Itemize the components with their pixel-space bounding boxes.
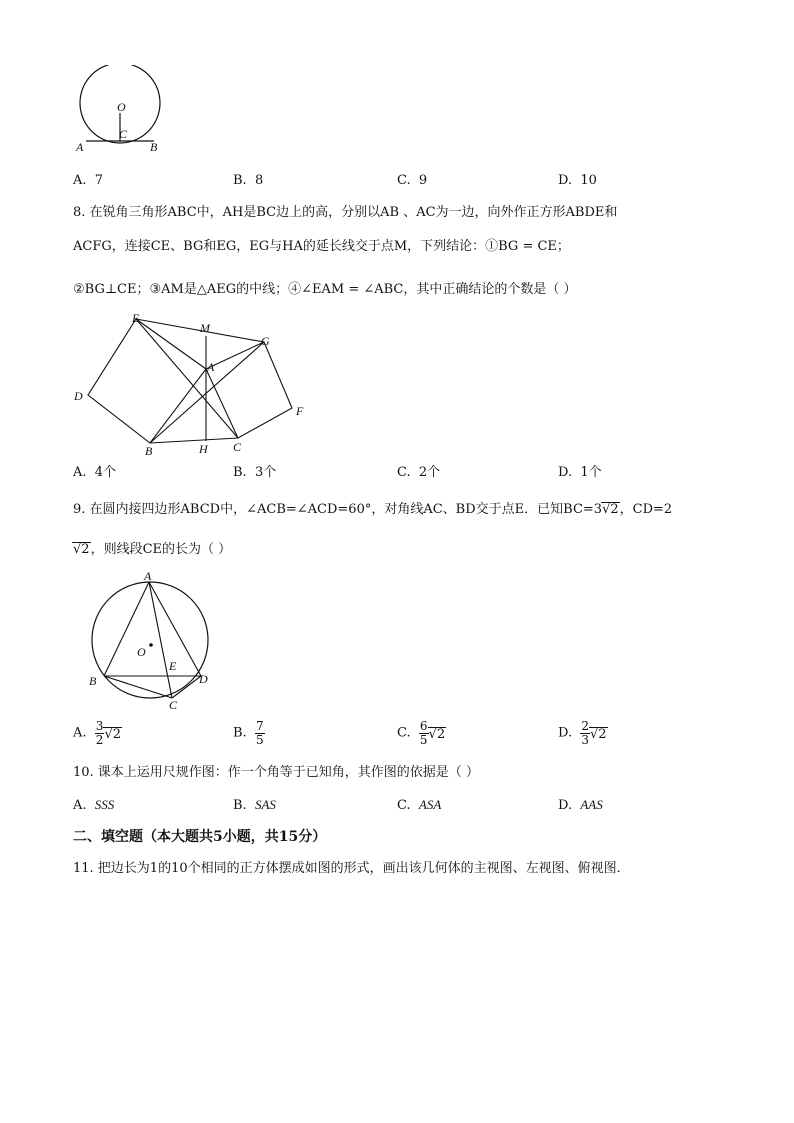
q8-option-b: B. 3个 (233, 465, 277, 480)
label-a: A (76, 140, 84, 154)
fraction: $\frac{7}{5}$ (255, 719, 264, 747)
label-o: O (117, 100, 126, 114)
label-c: C (119, 127, 128, 141)
sqrt-2: √2 (428, 726, 446, 742)
label-d: D (74, 389, 83, 403)
q8-squares-figure (70, 310, 320, 460)
label-b: B (145, 444, 153, 458)
sqrt-2: √2 (590, 726, 607, 742)
label-b: B (89, 674, 97, 688)
label-h: H (199, 442, 208, 456)
label-m: M (200, 321, 210, 335)
circumcircle (92, 582, 208, 698)
q10-text: 10. 课本上运用尺规作图：作一个角等于已知角，其作图的依据是（ ） (73, 765, 479, 780)
q10-option-b: B. SAS (233, 797, 276, 813)
label-b: B (150, 140, 158, 154)
label-e: E (132, 311, 140, 325)
q11-text: 11. 把边长为1的10个相同的正方体摆成如图的形式，画出该几何体的主视图、左视图、俯视图． (73, 861, 630, 876)
center-point (149, 643, 153, 647)
segment-bc (104, 676, 172, 698)
label-a: A (207, 360, 215, 374)
segment-bg (150, 342, 264, 443)
q8-line-2: ACFG，连接CE、BG和EG，EG与HA的延长线交于点M，下列结论：①BG = CE； (73, 239, 570, 254)
q10-option-d: D. AAS (558, 797, 603, 813)
q7-option-c: C. 9 (397, 173, 428, 188)
sqrt-2: √2 (602, 502, 619, 517)
label-g: G (261, 334, 270, 348)
segment-ac (149, 582, 172, 698)
fraction: $\frac{2}{3}$ (581, 719, 589, 747)
label-o: O (137, 645, 146, 659)
fraction: $\frac{3}{2}$ (95, 719, 104, 747)
q7-circle-figure (70, 65, 170, 160)
q9-option-a: A. $\frac{3}{2}$ √2 (73, 719, 122, 747)
q8-option-a: A. 4个 (73, 465, 117, 480)
q7-option-d: D. 10 (558, 173, 597, 188)
q8-option-d: D. 1个 (558, 465, 602, 480)
square-acfg (206, 342, 292, 438)
q9-circle-figure (80, 570, 220, 715)
label-d: D (199, 672, 208, 686)
q8-option-c: C. 2个 (397, 465, 441, 480)
q10-option-a: A. SSS (73, 797, 115, 813)
segment-ab (104, 582, 149, 676)
q9-line-1: 9. 在圆内接四边形ABCD中，∠ACB=∠ACD=60°，对角线AC、BD交于点E．已知BC=3√2，CD=2 (73, 502, 673, 517)
label-c: C (169, 698, 178, 712)
label-c: C (233, 440, 242, 454)
q9-option-d: D. $\frac{2}{3}$ √2 (558, 719, 607, 747)
label-f: F (296, 404, 304, 418)
q8-line-1: 8. 在锐角三角形ABC中，AH是BC边上的高，分别以AB 、AC为一边，向外作正方形ABDE和 (73, 205, 618, 220)
label-a: A (144, 570, 152, 583)
q9-line-2: √2，则线段CE的长为（ ） (73, 542, 232, 557)
label-e: E (169, 659, 177, 673)
q10-option-c: C. ASA (397, 797, 442, 813)
q7-option-b: B. 8 (233, 173, 264, 188)
section-title: 二、填空题（本大题共5小题，共15分） (73, 829, 327, 845)
square-abde (88, 319, 206, 443)
q7-option-a: A. 7 (73, 173, 104, 188)
fraction: $\frac{6}{5}$ (419, 719, 428, 747)
q9-option-c: C. $\frac{6}{5}$ √2 (397, 719, 446, 747)
q9-option-b: B. $\frac{7}{5}$ (233, 719, 264, 747)
segment-bc (150, 438, 238, 443)
segment-cd (172, 676, 201, 698)
q8-line-3: ②BG⊥CE；③AM是△AEG的中线；④∠EAM = ∠ABC，其中正确结论的个数是（ ） (73, 282, 577, 297)
sqrt-2: √2 (104, 726, 122, 742)
sqrt-2: √2 (73, 542, 90, 557)
